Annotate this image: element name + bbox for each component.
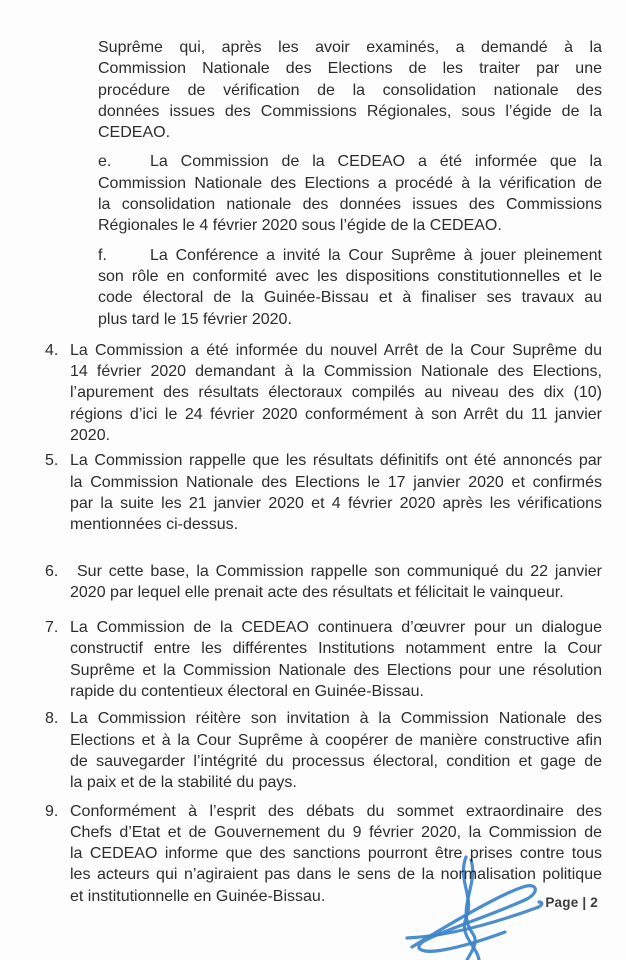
- text-line: [98, 245, 602, 266]
- text-line: La Commission réitère son invitation à la Commission Nationale des: [70, 710, 602, 728]
- text-line: les acteurs qui n’agiraient pas dans le sens de la normalisation politique: [70, 866, 602, 884]
- text-line: Conformément à l’esprit des débats du sommet extraordinaire des: [70, 802, 602, 820]
- text-line: son rôle en conformité avec les dispositions constitutionnelles et le: [98, 267, 602, 285]
- item-number: 9.: [45, 802, 59, 820]
- text-line: par la suite les 21 janvier 2020 et 4 février 2020 après les vérifications: [70, 494, 602, 512]
- numbered-item-6: [45, 561, 602, 604]
- text-line: constructif entre les différentes Institutions notamment entre la Cour: [70, 640, 602, 658]
- text-line: Suprême et la Commission Nationale des Elections pour une résolution: [70, 661, 602, 679]
- numbered-item-9: [45, 801, 602, 907]
- item-number: 8.: [45, 710, 59, 728]
- item-letter: f.: [98, 246, 107, 264]
- numbered-item-7: [45, 617, 602, 702]
- text-line: Elections et à la Cour Suprême à coopérer de manière constructive afin: [70, 731, 602, 749]
- text-line: de sauvegarder l’intégrité du processus électoral, condition et gage de: [70, 752, 602, 770]
- item-letter: e.: [98, 153, 112, 171]
- text-line: et institutionnelle en Guinée-Bissau.: [70, 887, 326, 905]
- text-line: 14 février 2020 demandant à la Commission Nationale des Elections,: [70, 363, 602, 381]
- text-line: la consolidation nationale des données issues des Commissions: [98, 196, 602, 214]
- text-line: données issues des Commissions Régionales, sous l’égide de la: [98, 102, 602, 120]
- text-line: Chefs d’Etat et de Gouvernement du 9 février 2020, la Commission de: [70, 823, 602, 841]
- sub-item-e: [98, 151, 602, 236]
- item-number: 5.: [45, 452, 59, 470]
- item-number: 7.: [45, 619, 59, 637]
- text-line: plus tard le 15 février 2020.: [98, 310, 292, 328]
- continuation-paragraph: [98, 37, 602, 143]
- text-line: La Commission a été informée du nouvel Arrêt de la Cour Suprême du: [70, 341, 602, 359]
- line-text: La Commission de la CEDEAO a été informée que la: [150, 153, 602, 171]
- numbered-item-4: [45, 340, 602, 446]
- text-line: 2020.: [70, 427, 111, 445]
- text-line: Sur cette base, la Commission rappelle son communiqué du 22 janvier: [77, 562, 602, 580]
- document-body: [0, 37, 626, 907]
- item-number: 4.: [45, 341, 59, 359]
- text-line: rapide du contentieux électoral en Guinée-Bissau.: [70, 683, 424, 701]
- text-line: mentionnées ci-dessus.: [70, 516, 239, 534]
- text-line: Régionales le 4 février 2020 sous l’égide de la CEDEAO.: [98, 217, 502, 235]
- numbered-item-5: [45, 450, 602, 535]
- text-line: la paix et de la stabilité du pays.: [70, 774, 297, 792]
- text-line: code électoral de la Guinée-Bissau et à finaliser ses travaux au: [98, 289, 602, 307]
- page-number-label: Page | 2: [545, 895, 598, 910]
- sub-item-f: [98, 245, 602, 330]
- numbered-item-8: [45, 708, 602, 793]
- item-number: 6.: [45, 562, 59, 580]
- text-line: procédure de vérification de la consolidation nationale des: [98, 81, 602, 99]
- text-line: Suprême qui, après les avoir examinés, a demandé à la: [98, 39, 602, 56]
- text-line: [98, 151, 602, 172]
- text-line: 2020 par lequel elle prenait acte des résultats et félicitait le vainqueur.: [70, 583, 564, 601]
- text-line: CEDEAO.: [98, 124, 171, 142]
- text-line: Commission Nationale des Elections a procédé à la vérification de: [98, 174, 602, 192]
- text-line: la CEDEAO informe que des sanctions pourront être prises contre tous: [70, 845, 602, 863]
- line-text: La Conférence a invité la Cour Suprême à jouer pleinement: [150, 246, 602, 264]
- text-line: l’apurement des résultats électoraux compilés au niveau des dix (10): [70, 384, 602, 402]
- text-line: la Commission Nationale des Elections le 17 janvier 2020 et confirmés: [70, 473, 602, 491]
- text-line: régions d’ici le 24 février 2020 conformément à son Arrêt du 11 janvier: [70, 405, 602, 423]
- text-line: La Commission de la CEDEAO continuera d’œuvrer pour un dialogue: [70, 619, 602, 637]
- text-line: La Commission rappelle que les résultats définitifs ont été annoncés par: [70, 452, 602, 470]
- text-line: Commission Nationale des Elections de les traiter par une: [98, 60, 602, 78]
